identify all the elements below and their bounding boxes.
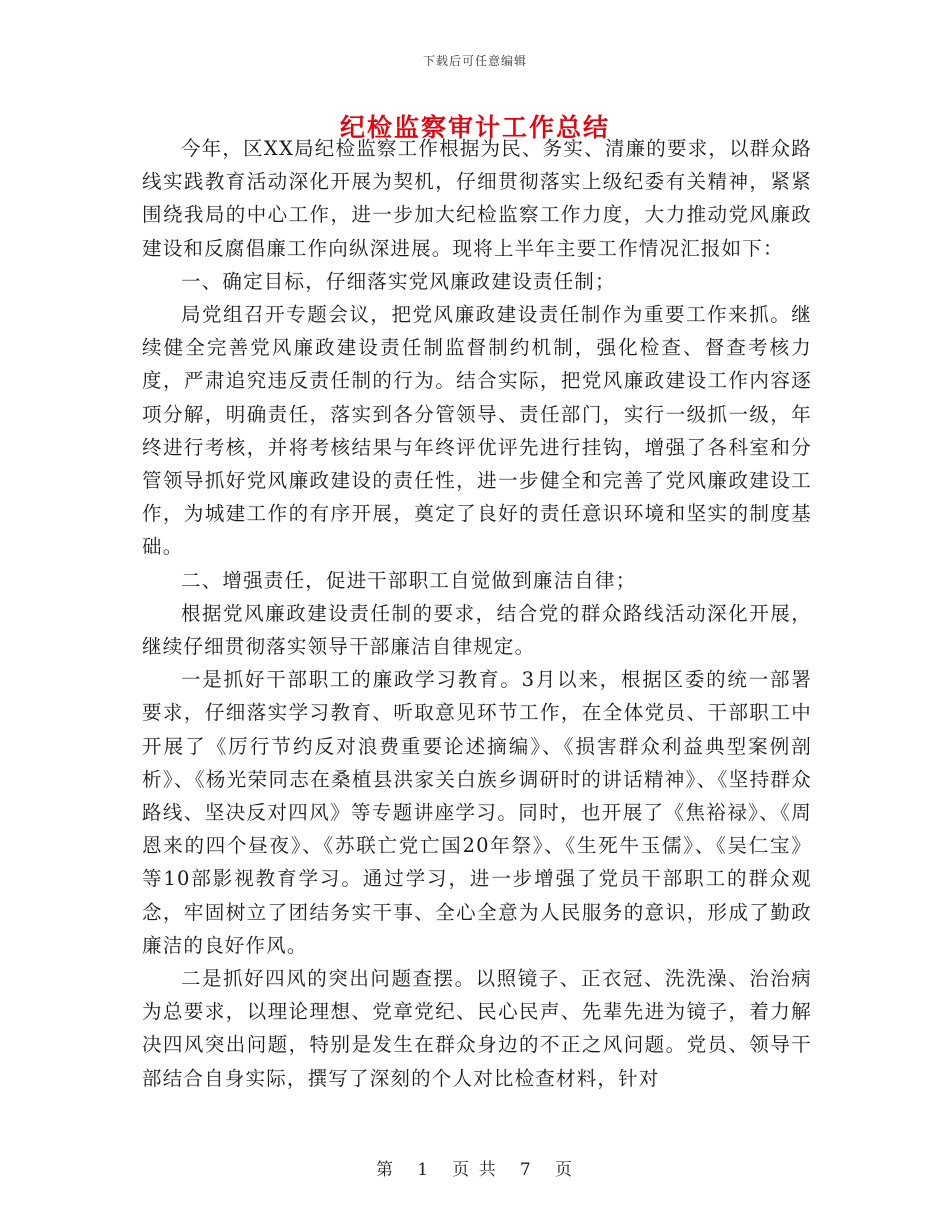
paragraph-section-2-intro: 根据党风廉政建设责任制的要求，结合党的群众路线活动深化开展，继续仔细贯彻落实领导干部廉洁自律规定。 (142, 601, 812, 659)
paragraph-heading-1: 一、确定目标，仔细落实党风廉政建设责任制； (181, 269, 616, 293)
header-note: 下载后可任意编辑 (422, 54, 527, 68)
paragraph-point-1: 一是抓好干部职工的廉政学习教育。3月以来，根据区委的统一部署要求，仔细落实学习教育、听取意见环节工作，在全体党员、干部职工中开展了《厉行节约反对浪费重要论述摘编》、《损害群众利益典型案例剖析》、《杨光荣同志在桑植县洪家关白族乡调研时的讲话精神》、《坚持群众路线、坚决反对四风》等专题讲座学习。同时，也开展了《焦裕禄》、《周恩来的四个昼夜》、《苏联亡党亡国20年祭》、《生死牛玉儒》、《吴仁宝》等10部影视教育学习。通过学习，进一步增强了党员干部职工的群众观念，牢固树立了团结务实干事、全心全意为人民服务的意识，形成了勤政廉洁的良好作风。 (142, 668, 812, 957)
footer-prefix: 第 (376, 1160, 396, 1180)
footer-mid: 页 共 (452, 1160, 498, 1180)
document-title: 纪检监察审计工作总结 (339, 113, 610, 142)
paragraph-intro: 今年，区XX局纪检监察工作根据为民、务实、清廉的要求，以群众路线实践教育活动深化开展为契机，仔细贯彻落实上级纪委有关精神，紧紧围绕我局的中心工作，进一步加大纪检监察工作力度，大力推动党风廉政建设和反腐倡廉工作向纵深进展。现将上半年主要工作情况汇报如下： (142, 137, 812, 260)
document-body (142, 132, 812, 1095)
paragraph-heading-2: 二、增强责任，促进干部职工自觉做到廉洁自律； (181, 568, 637, 592)
page-footer (0, 1155, 950, 1180)
total-pages-number: 7 (519, 1160, 533, 1180)
paragraph-section-1: 局党组召开专题会议，把党风廉政建设责任制作为重要工作来抓。继续健全完善党风廉政建设责任制监督制约机制，强化检查、督查考核力度，严肃追究违反责任制的行为。结合实际，把党风廉政建设工作内容逐项分解，明确责任，落实到各分管领导、责任部门，实行一级抓一级，年终进行考核，并将考核结果与年终评优评先进行挂钩，增强了各科室和分管领导抓好党风廉政建设的责任性，进一步健全和完善了党风廉政建设工作，为城建工作的有序开展，奠定了良好的责任意识环境和坚实的制度基础。 (142, 303, 812, 559)
footer-suffix: 页 (554, 1160, 574, 1180)
current-page-number: 1 (417, 1160, 431, 1180)
paragraph-point-2: 二是抓好四风的突出问题查摆。以照镜子、正衣冠、洗洗澡、治治病为总要求，以理论理想、党章党纪、民心民声、先辈先进为镜子，着力解决四风突出问题，特别是发生在群众身边的不正之风问题。党员、领导干部结合自身实际，撰写了深刻的个人对比检查材料，针对 (142, 967, 812, 1090)
